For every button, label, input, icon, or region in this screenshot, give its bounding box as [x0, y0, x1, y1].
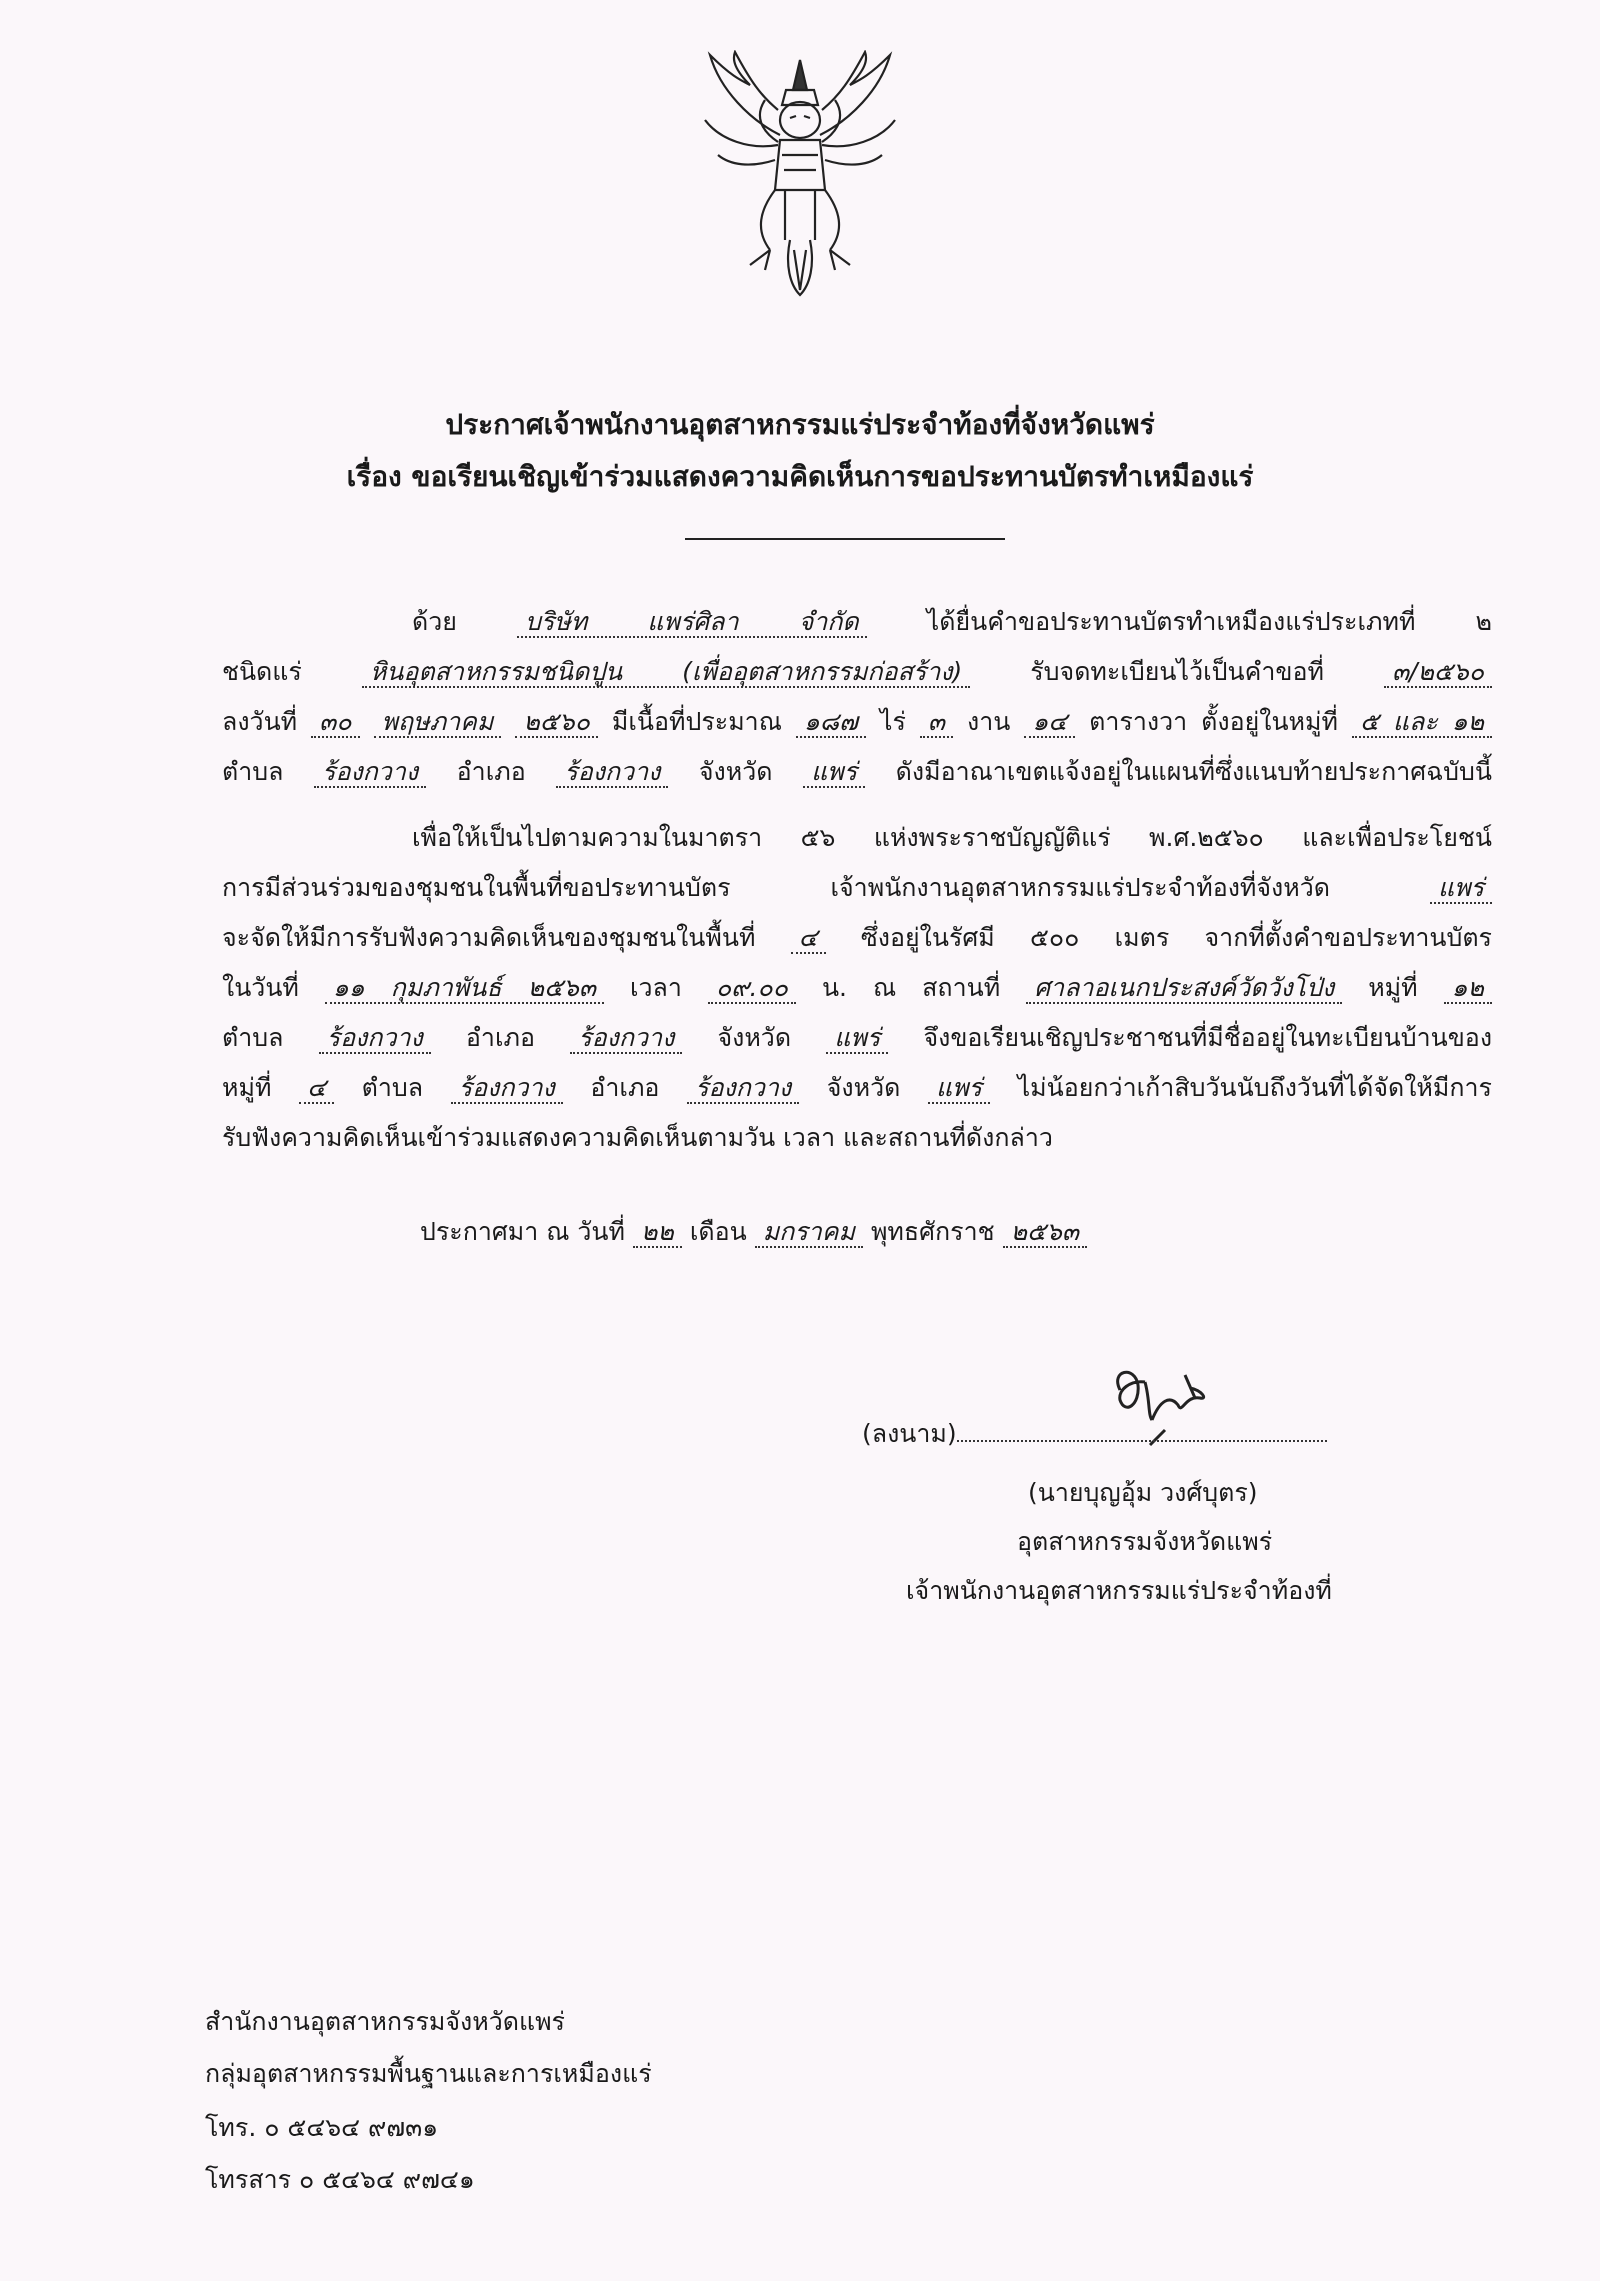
para2-line5: ตำบล ร้องกวาง อำเภอ ร้องกวาง จังหวัด แพร่ จึงขอเรียนเชิญประชาชนที่มีชื่ออยู่ในทะเบียนบ้านของ [222, 1023, 1493, 1052]
title-underline [685, 538, 1005, 540]
announcement-title: ประกาศเจ้าพนักงานอุตสาหกรรมแร่ประจำท้องที่จังหวัดแพร่ [445, 408, 1155, 441]
announcement-date: ประกาศมา ณ วันที่ ๒๒ เดือน มกราคม พุทธศักราช ๒๕๖๓ [420, 1212, 1087, 1252]
para2-line4: ในวันที่ ๑๑ กุมภาพันธ์ ๒๕๖๓ เวลา ๐๙.๐๐ น. ณ สถานที่ ศาลาอเนกประสงค์วัดวังโป่ง หมู่ที่ ๑๒ [222, 968, 1492, 1008]
para2-line6: หมู่ที่ ๔ ตำบล ร้องกวาง อำเภอ ร้องกวาง จังหวัด แพร่ ไม่น้อยกว่าเก้าสิบวันนับถึงวันที่ได้จัดให้มีการ [222, 1073, 1492, 1102]
para1-line4: ตำบล ร้องกวาง อำเภอ ร้องกวาง จังหวัด แพร่ ดังมีอาณาเขตแจ้งอยู่ในแผนที่ซึ่งแนบท้ายประกาศฉบับนี้ [222, 757, 1493, 786]
signer-position-1: อุตสาหกรรมจังหวัดแพร่ [1017, 1527, 1273, 1556]
footer-office: สำนักงานอุตสาหกรรมจังหวัดแพร่ [205, 2007, 565, 2036]
request-number: ๓/๒๕๖๐ [1384, 657, 1492, 688]
signer-position-2: เจ้าพนักงานอุตสาหกรรมแร่ประจำท้องที่ [906, 1576, 1332, 1605]
para2-line1: เพื่อให้เป็นไปตามความในมาตรา ๕๖ แห่งพระราชบัญญัติแร่ พ.ศ.๒๕๖๐ และเพื่อประโยชน์ [412, 823, 1492, 852]
signer-name: (นายบุญอุ้ม วงศ์บุตร) [1028, 1478, 1258, 1507]
footer-phone: โทร. ๐ ๕๔๖๔ ๙๗๓๑ [205, 2113, 439, 2142]
signature-line: (ลงนาม) [862, 1414, 1327, 1454]
company-name: บริษัท แพร่ศิลา จำกัด [517, 607, 867, 638]
mineral-type: หินอุตสาหกรรมชนิดปูน (เพื่ออุตสาหกรรมก่อสร้าง) [362, 657, 970, 688]
footer-fax: โทรสาร ๐ ๕๔๖๔ ๙๗๔๑ [205, 2165, 475, 2194]
para2-line3: จะจัดให้มีการรับฟังความคิดเห็นของชุมชนในพื้นที่ ๔ ซึ่งอยู่ในรัศมี ๕๐๐ เมตร จากที่ตั้งคำขอประทานบัตร [222, 923, 1492, 952]
garuda-emblem-icon [690, 50, 910, 300]
para2-line2: การมีส่วนร่วมของชุมชนในพื้นที่ขอประทานบัตร เจ้าพนักงานอุตสาหกรรมแร่ประจำท้องที่จังหวัด แพร่ [222, 868, 1492, 908]
para2-line7: รับฟังความคิดเห็นเข้าร่วมแสดงความคิดเห็นตามวัน เวลา และสถานที่ดังกล่าว [222, 1123, 1053, 1152]
para1-line3: ลงวันที่ ๓๐ พฤษภาคม ๒๕๖๐ มีเนื้อที่ประมาณ ๑๘๗ ไร่ ๓ งาน ๑๔ ตารางวา ตั้งอยู่ในหมู่ที่ ๕ และ ๑๒ [222, 702, 1492, 742]
announcement-subject: เรื่อง ขอเรียนเชิญเข้าร่วมแสดงความคิดเห็นการขอประทานบัตรทำเหมืองแร่ [346, 460, 1254, 493]
para1-line1: ด้วย บริษัท แพร่ศิลา จำกัด ได้ยื่นคำขอประทานบัตรทำเหมืองแร่ประเภทที่ ๒ [412, 607, 1492, 636]
para1-line2: ชนิดแร่ หินอุตสาหกรรมชนิดปูน (เพื่ออุตสาหกรรมก่อสร้าง) รับจดทะเบียนไว้เป็นคำขอที่ ๓/๒๕๖๐ [222, 652, 1492, 692]
footer-division: กลุ่มอุตสาหกรรมพื้นฐานและการเหมืองแร่ [205, 2059, 652, 2088]
